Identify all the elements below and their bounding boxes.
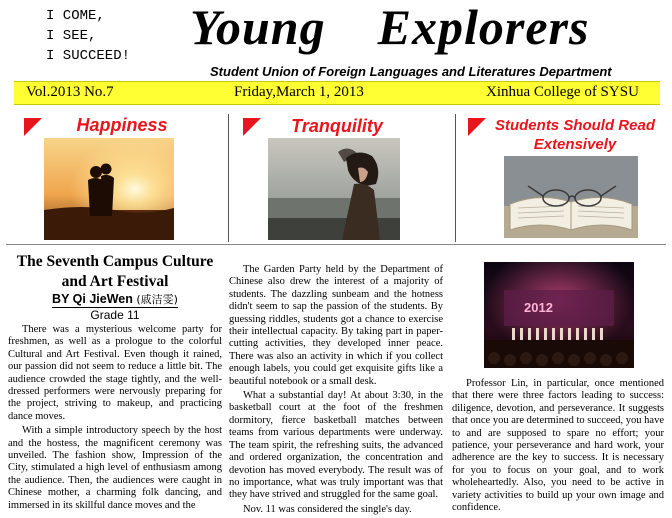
article-paragraph: What a substantial day! At about 3:30, in the basketball court at the foot of the freshmen dormitory, fierce basketball matches between teams from various departments were underway. The team spirit, the refreshing suits, the advanced and ordered organization, the concentration and devotion has moved everybody. The result was of no importance, what was truly important was that they have strived and struggled for the same goal. (229, 390, 443, 501)
motto-line: I SUCCEED! (46, 48, 131, 64)
article-paragraph: There was a mysterious welcome party for freshmen, as well as a prologue to the colorful Cultural and Art Festival. Even though it rained, our passion did not seem to reduce a little bit. The audience crowded the stage tightly, and the well-dressed performers were nervously preparing for the project, striving to makeup, and practicing dance moves. (8, 324, 222, 422)
title-word: Young (190, 0, 326, 55)
feature-title-line: Extensively (533, 136, 617, 153)
feature-title-line: Students Should Read (494, 117, 655, 134)
section-divider (6, 244, 666, 245)
volume-number: Vol.2013 No.7 (26, 84, 114, 100)
masthead-motto (46, 6, 130, 66)
author-name (52, 292, 178, 308)
feature-photo-reading[interactable] (504, 156, 638, 238)
article-byline (8, 291, 222, 307)
author-name-chinese: (戚洁雯) (136, 293, 178, 306)
college-name: Xinhua College of SYSU (486, 84, 639, 100)
motto-line: I COME, (46, 8, 105, 24)
article-paragraph: With a simple introductory speech by the host and the hostess, the magnificent ceremony was unveiled. The fashion show, Impression of the City, stimulated a high level of enthusiasm among the audience. Then, the audiences were caught in Chinese mother, a charming folk dancing, and immersed in its skillful dance moves and the (8, 425, 222, 511)
newspaper-title (190, 0, 589, 56)
feature-title-happiness[interactable]: Happiness (76, 115, 168, 135)
article-column-3 (452, 378, 664, 516)
article-paragraph: Nov. 11 was considered the single's day. (243, 503, 412, 515)
feature-title-tranquility[interactable]: Tranquility (291, 116, 383, 136)
stage-banner-text: 2012 (524, 300, 553, 315)
author-grade: Grade 11 (90, 308, 140, 322)
date-bar (14, 81, 660, 105)
feature-title-reading[interactable] (484, 116, 666, 154)
column-divider (455, 114, 456, 242)
issue-date: Friday,March 1, 2013 (234, 84, 364, 100)
title-word: Explorers (377, 0, 590, 55)
feature-photo-tranquility[interactable] (268, 138, 400, 240)
article-column-1 (8, 324, 222, 514)
sunset-couple-image (44, 138, 174, 240)
stage-performance-image (484, 262, 634, 368)
article-paragraph: The Garden Party held by the Department of Chinese also drew the interest of a majority of students. The dazzling sunbeam and the hotness didn't seem to sap the passion of the students. By guessing riddles, students got a chance to exercise their intellectual capacity. By taking part in paper-cutting activities, they developed inner peace. There was also an activity in which if you collect enough labels, you could get exquisite gifts like a beautiful notebook or a small desk. (229, 264, 443, 387)
article-paragraph: Professor Lin, in particular, once mentioned that there were three factors leading to success: diligence, devotion, and perseverance. It suggests that once you are determined to succeed, you have to and are supposed to spare no effort; your patience, your perseverance and hard work, your adherence are the key to success. It is necessary for you to focus on your goal, and to work wholeheartedly. Also, you need to be active in variety activities to build up your own image and confidence. (452, 378, 664, 514)
red-flag-icon (243, 118, 261, 136)
author-name-latin: BY Qi JieWen (52, 292, 133, 306)
feature-photo-happiness[interactable] (44, 138, 174, 240)
article-title-line: and Art Festival (61, 273, 169, 290)
woman-at-seaside-image (268, 138, 400, 240)
article-title-line: The Seventh Campus Culture (16, 253, 214, 270)
red-flag-icon (24, 118, 42, 136)
newspaper-subtitle: Student Union of Foreign Languages and Literatures Department (210, 64, 612, 79)
festival-stage-photo[interactable] (484, 262, 634, 368)
article-column-2 (229, 264, 443, 518)
motto-line: I SEE, (46, 28, 97, 44)
book-and-glasses-image (504, 156, 638, 238)
column-divider (228, 114, 229, 242)
article-title (8, 252, 222, 292)
